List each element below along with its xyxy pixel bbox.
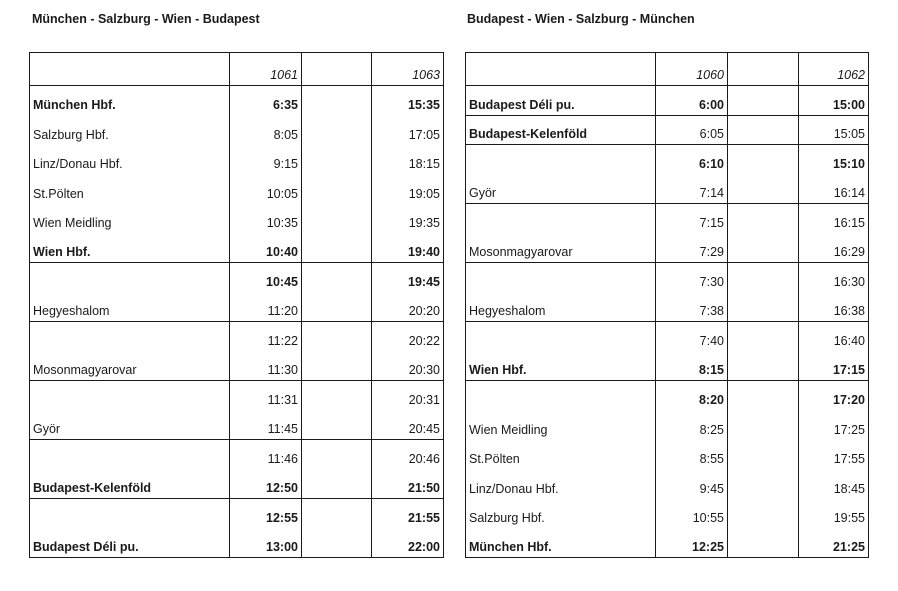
time-first-train: 10:35 bbox=[230, 204, 302, 234]
spacer-cell bbox=[302, 263, 372, 293]
station-name: St.Pölten bbox=[30, 174, 230, 204]
time-second-train: 20:46 bbox=[372, 440, 444, 470]
spacer-cell bbox=[302, 115, 372, 145]
spacer-cell bbox=[302, 528, 372, 558]
train-number-first: 1061 bbox=[230, 53, 302, 86]
station-name: Györ bbox=[466, 174, 656, 204]
station-name: Mosonmagyarovar bbox=[466, 233, 656, 263]
station-name bbox=[30, 381, 230, 411]
station-name bbox=[466, 263, 656, 293]
table-row bbox=[466, 174, 869, 204]
station-name: Salzburg Hbf. bbox=[466, 499, 656, 529]
time-second-train: 21:50 bbox=[372, 469, 444, 499]
table-row bbox=[30, 292, 444, 322]
spacer-cell bbox=[728, 204, 799, 234]
spacer-cell bbox=[728, 174, 799, 204]
table-row bbox=[30, 115, 444, 145]
time-first-train: 10:05 bbox=[230, 174, 302, 204]
time-first-train: 12:55 bbox=[230, 499, 302, 529]
time-second-train: 20:31 bbox=[372, 381, 444, 411]
station-name bbox=[30, 322, 230, 352]
time-second-train: 16:30 bbox=[799, 263, 869, 293]
time-first-train: 12:25 bbox=[656, 528, 728, 558]
table-row bbox=[466, 410, 869, 440]
table-row bbox=[30, 322, 444, 352]
time-second-train: 15:10 bbox=[799, 145, 869, 175]
station-name: Wien Hbf. bbox=[30, 233, 230, 263]
time-second-train: 16:29 bbox=[799, 233, 869, 263]
station-name bbox=[30, 499, 230, 529]
station-name bbox=[30, 263, 230, 293]
header-station-cell bbox=[30, 53, 230, 86]
time-second-train: 22:00 bbox=[372, 528, 444, 558]
table-row bbox=[466, 381, 869, 411]
station-name: Wien Meidling bbox=[30, 204, 230, 234]
spacer-cell bbox=[728, 233, 799, 263]
time-second-train: 16:15 bbox=[799, 204, 869, 234]
time-first-train: 7:30 bbox=[656, 263, 728, 293]
table-row bbox=[466, 292, 869, 322]
station-name bbox=[466, 145, 656, 175]
header-station-cell bbox=[466, 53, 656, 86]
timetable-title-eastbound-to-munchen: Budapest - Wien - Salzburg - München bbox=[467, 12, 695, 26]
train-number-second: 1062 bbox=[799, 53, 869, 86]
time-second-train: 20:20 bbox=[372, 292, 444, 322]
table-row bbox=[30, 204, 444, 234]
table-row bbox=[30, 499, 444, 529]
station-name bbox=[466, 322, 656, 352]
time-second-train: 16:14 bbox=[799, 174, 869, 204]
spacer-cell bbox=[302, 86, 372, 116]
time-first-train: 8:20 bbox=[656, 381, 728, 411]
time-first-train: 6:00 bbox=[656, 86, 728, 116]
time-second-train: 17:05 bbox=[372, 115, 444, 145]
time-second-train: 21:55 bbox=[372, 499, 444, 529]
station-name: Budapest-Kelenföld bbox=[466, 115, 656, 145]
timetable-munchen-budapest bbox=[29, 52, 444, 558]
spacer-cell bbox=[728, 145, 799, 175]
station-name: Wien Hbf. bbox=[466, 351, 656, 381]
time-second-train: 19:55 bbox=[799, 499, 869, 529]
spacer-cell bbox=[302, 292, 372, 322]
spacer-cell bbox=[302, 499, 372, 529]
spacer-cell bbox=[302, 322, 372, 352]
table-row bbox=[466, 469, 869, 499]
table-row bbox=[466, 499, 869, 529]
table-row bbox=[466, 86, 869, 116]
station-name bbox=[466, 204, 656, 234]
spacer-cell bbox=[728, 322, 799, 352]
table-row bbox=[30, 440, 444, 470]
table-row bbox=[30, 528, 444, 558]
table-row bbox=[466, 233, 869, 263]
table-row bbox=[30, 410, 444, 440]
spacer-cell bbox=[728, 528, 799, 558]
table-row bbox=[466, 440, 869, 470]
table-row bbox=[30, 174, 444, 204]
station-name: Budapest-Kelenföld bbox=[30, 469, 230, 499]
time-first-train: 12:50 bbox=[230, 469, 302, 499]
time-first-train: 7:29 bbox=[656, 233, 728, 263]
spacer-cell bbox=[302, 440, 372, 470]
station-name: St.Pölten bbox=[466, 440, 656, 470]
train-number-first: 1060 bbox=[656, 53, 728, 86]
spacer-cell bbox=[728, 381, 799, 411]
time-second-train: 19:40 bbox=[372, 233, 444, 263]
spacer-cell bbox=[728, 499, 799, 529]
spacer-cell bbox=[728, 292, 799, 322]
timetable-budapest-munchen bbox=[465, 52, 869, 558]
table-row bbox=[466, 528, 869, 558]
time-second-train: 15:05 bbox=[799, 115, 869, 145]
time-first-train: 7:15 bbox=[656, 204, 728, 234]
station-name: München Hbf. bbox=[30, 86, 230, 116]
spacer-cell bbox=[302, 469, 372, 499]
time-first-train: 10:45 bbox=[230, 263, 302, 293]
time-second-train: 16:38 bbox=[799, 292, 869, 322]
spacer-cell bbox=[728, 86, 799, 116]
table-row bbox=[466, 204, 869, 234]
station-name: Györ bbox=[30, 410, 230, 440]
time-first-train: 11:22 bbox=[230, 322, 302, 352]
time-first-train: 11:20 bbox=[230, 292, 302, 322]
station-name: Wien Meidling bbox=[466, 410, 656, 440]
table-row bbox=[466, 322, 869, 352]
time-first-train: 7:40 bbox=[656, 322, 728, 352]
station-name: Linz/Donau Hbf. bbox=[466, 469, 656, 499]
train-number-second: 1063 bbox=[372, 53, 444, 86]
table-row bbox=[30, 469, 444, 499]
time-second-train: 19:05 bbox=[372, 174, 444, 204]
time-first-train: 8:05 bbox=[230, 115, 302, 145]
spacer-cell bbox=[302, 204, 372, 234]
table-row bbox=[466, 263, 869, 293]
time-second-train: 19:35 bbox=[372, 204, 444, 234]
time-second-train: 17:20 bbox=[799, 381, 869, 411]
time-second-train: 15:35 bbox=[372, 86, 444, 116]
spacer-cell bbox=[302, 233, 372, 263]
time-second-train: 20:22 bbox=[372, 322, 444, 352]
table-row bbox=[30, 381, 444, 411]
spacer-cell bbox=[302, 410, 372, 440]
time-second-train: 18:45 bbox=[799, 469, 869, 499]
time-first-train: 11:45 bbox=[230, 410, 302, 440]
time-first-train: 11:30 bbox=[230, 351, 302, 381]
spacer-cell bbox=[302, 381, 372, 411]
time-first-train: 11:46 bbox=[230, 440, 302, 470]
table-row bbox=[30, 263, 444, 293]
table-row bbox=[466, 351, 869, 381]
table-row bbox=[466, 145, 869, 175]
time-second-train: 18:15 bbox=[372, 145, 444, 175]
station-name: Mosonmagyarovar bbox=[30, 351, 230, 381]
station-name bbox=[466, 381, 656, 411]
spacer-cell bbox=[728, 469, 799, 499]
spacer-cell bbox=[728, 410, 799, 440]
header-spacer-cell bbox=[302, 53, 372, 86]
header-row bbox=[466, 53, 869, 86]
table-row bbox=[466, 115, 869, 145]
time-first-train: 6:35 bbox=[230, 86, 302, 116]
table-row bbox=[30, 351, 444, 381]
station-name: München Hbf. bbox=[466, 528, 656, 558]
station-name: Budapest Déli pu. bbox=[30, 528, 230, 558]
station-name: Hegyeshalom bbox=[466, 292, 656, 322]
spacer-cell bbox=[728, 263, 799, 293]
time-first-train: 13:00 bbox=[230, 528, 302, 558]
table-row bbox=[30, 145, 444, 175]
time-first-train: 9:45 bbox=[656, 469, 728, 499]
time-first-train: 10:55 bbox=[656, 499, 728, 529]
time-first-train: 11:31 bbox=[230, 381, 302, 411]
station-name: Salzburg Hbf. bbox=[30, 115, 230, 145]
time-first-train: 8:15 bbox=[656, 351, 728, 381]
time-second-train: 20:45 bbox=[372, 410, 444, 440]
time-second-train: 20:30 bbox=[372, 351, 444, 381]
timetable-title-westbound-to-budapest: München - Salzburg - Wien - Budapest bbox=[32, 12, 260, 26]
time-first-train: 8:55 bbox=[656, 440, 728, 470]
station-name: Linz/Donau Hbf. bbox=[30, 145, 230, 175]
time-second-train: 17:55 bbox=[799, 440, 869, 470]
time-second-train: 17:25 bbox=[799, 410, 869, 440]
time-second-train: 15:00 bbox=[799, 86, 869, 116]
spacer-cell bbox=[302, 351, 372, 381]
time-second-train: 21:25 bbox=[799, 528, 869, 558]
time-first-train: 8:25 bbox=[656, 410, 728, 440]
time-first-train: 6:05 bbox=[656, 115, 728, 145]
station-name bbox=[30, 440, 230, 470]
spacer-cell bbox=[728, 440, 799, 470]
table-row bbox=[30, 233, 444, 263]
spacer-cell bbox=[728, 351, 799, 381]
time-second-train: 16:40 bbox=[799, 322, 869, 352]
time-first-train: 6:10 bbox=[656, 145, 728, 175]
time-first-train: 10:40 bbox=[230, 233, 302, 263]
header-row bbox=[30, 53, 444, 86]
spacer-cell bbox=[302, 174, 372, 204]
time-first-train: 9:15 bbox=[230, 145, 302, 175]
table-row bbox=[30, 86, 444, 116]
time-second-train: 17:15 bbox=[799, 351, 869, 381]
header-spacer-cell bbox=[728, 53, 799, 86]
time-first-train: 7:38 bbox=[656, 292, 728, 322]
time-second-train: 19:45 bbox=[372, 263, 444, 293]
time-first-train: 7:14 bbox=[656, 174, 728, 204]
station-name: Hegyeshalom bbox=[30, 292, 230, 322]
station-name: Budapest Déli pu. bbox=[466, 86, 656, 116]
spacer-cell bbox=[302, 145, 372, 175]
spacer-cell bbox=[728, 115, 799, 145]
